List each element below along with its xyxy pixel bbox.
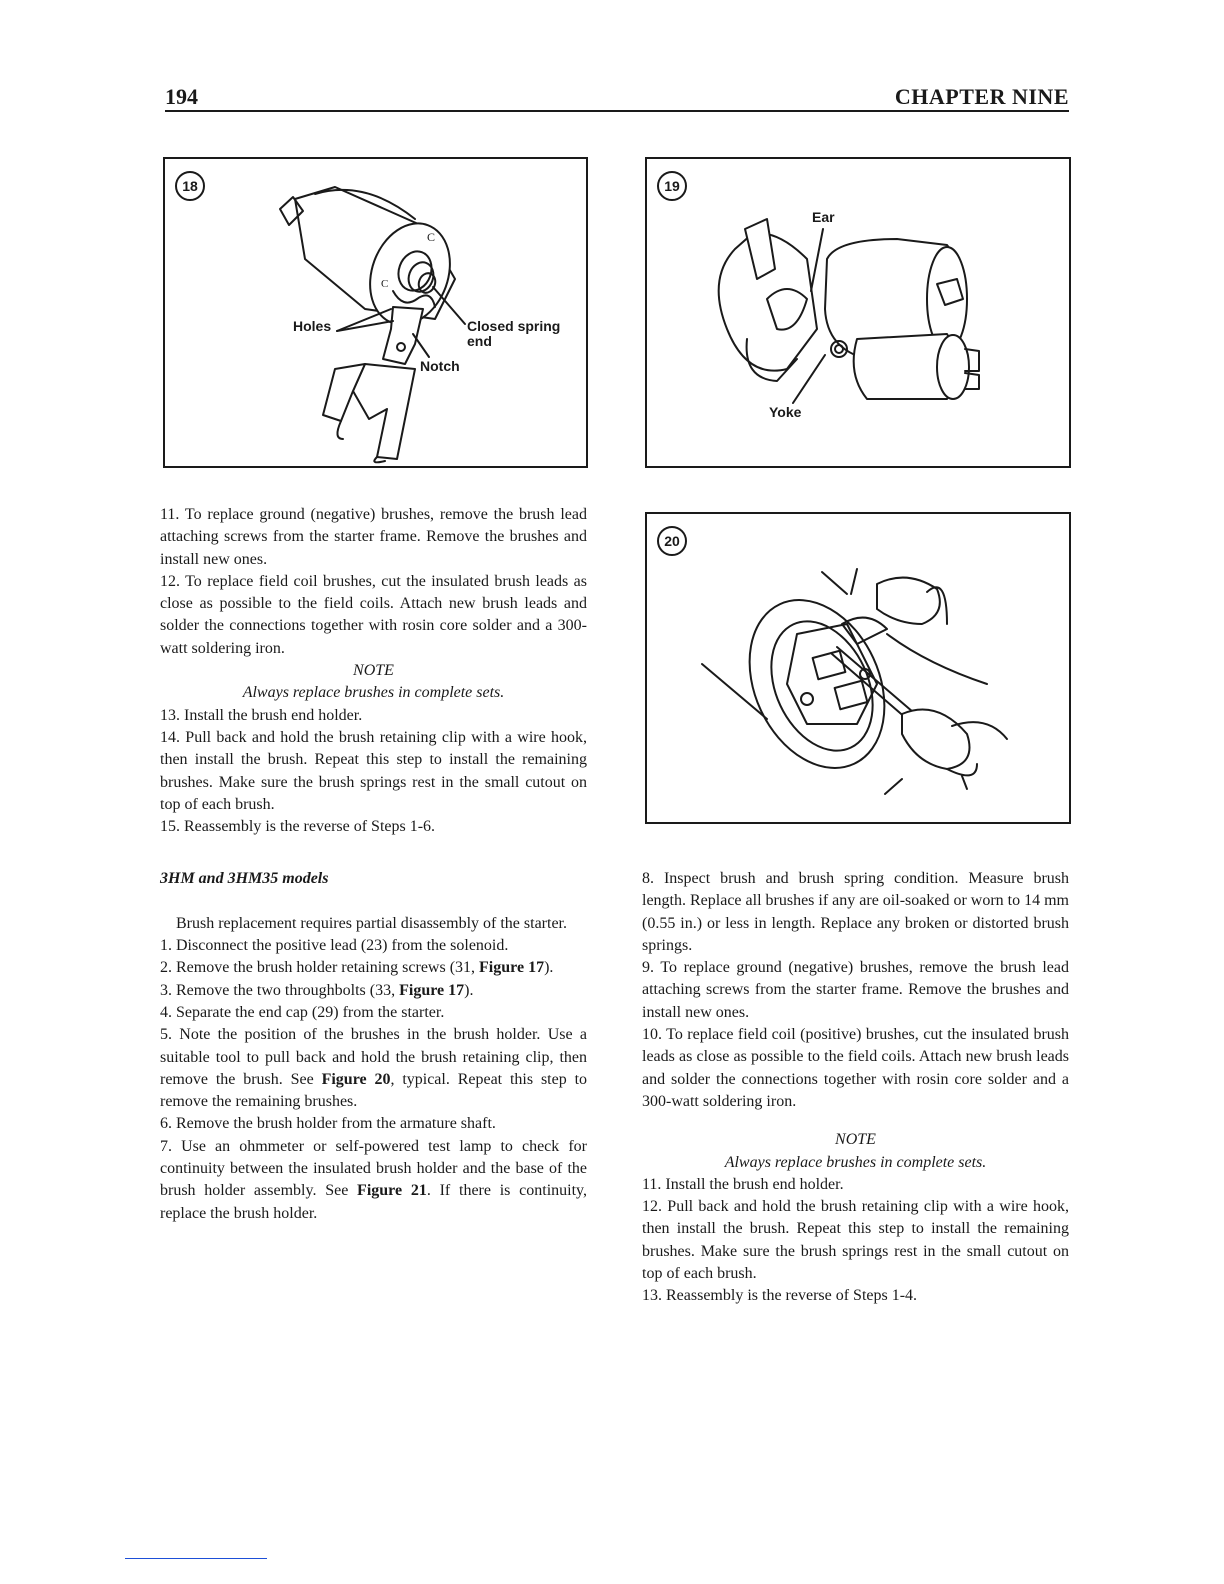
label-closed-spring-line2: end (467, 333, 492, 349)
figure-ref-17b: Figure 17 (399, 981, 465, 999)
right-note-body: Always replace brushes in complete sets. (724, 1153, 987, 1171)
label-holes: Holes (293, 318, 332, 334)
right-step-11: 11. Install the brush end holder. (642, 1175, 844, 1193)
section-step-5-text: 5. Note the position of the brushes in the brush holder. Use a suitable tool to pull back and hold the brush retaining clip, then remove the brush. See (160, 1026, 587, 1088)
left-note-title: NOTE (353, 662, 394, 680)
figure-20-number: 20 (657, 526, 687, 556)
right-note-title: NOTE (835, 1131, 876, 1149)
figure-19-illustration (647, 159, 1069, 466)
figure-20-illustration (647, 514, 1069, 822)
label-closed-spring-line1: Closed spring (467, 318, 561, 334)
label-notch: Notch (420, 358, 460, 374)
section-step-5 (160, 1024, 587, 1113)
left-step-13: 13. Install the brush end holder. (160, 706, 363, 724)
section-step-6: 6. Remove the brush holder from the armature shaft. (160, 1115, 496, 1133)
section-step-3-text: 3. Remove the two throughbolts (33, (160, 981, 400, 999)
label-closed-spring (467, 319, 560, 349)
section-step-3 (160, 980, 587, 1002)
section-step-1: 1. Disconnect the positive lead (23) from the solenoid. (160, 937, 509, 955)
left-step-15: 15. Reassembly is the reverse of Steps 1-6. (160, 818, 436, 836)
page-header (165, 84, 1069, 112)
svg-text:C: C (427, 230, 436, 244)
left-note-body: Always replace brushes in complete sets. (242, 684, 505, 702)
svg-text:C: C (381, 278, 389, 290)
figure-19-number: 19 (657, 171, 687, 201)
figure-18-illustration (165, 159, 586, 466)
section-step-7-end: . If there is continuity, replace the brush holder. (160, 1182, 587, 1222)
right-step-10: 10. To replace field coil (positive) brushes, cut the insulated brush leads as close as possible to the field coils. Attach new brush leads and solder the connections together with rosin core solder and a 300-watt soldering iron. (642, 1026, 1069, 1110)
section-step-2-end: ). (544, 959, 554, 977)
section-step-4: 4. Separate the end cap (29) from the starter. (160, 1003, 445, 1021)
right-step-8: 8. Inspect brush and brush spring condition. Measure brush length. Replace all brushes if any are oil-soaked or worn to 14 mm (0.55 in.) or less in length. Replace any broken or distorted brush springs. (642, 870, 1069, 954)
figure-ref-21: Figure 21 (357, 1182, 427, 1200)
label-yoke: Yoke (769, 404, 802, 420)
label-ear: Ear (812, 209, 835, 225)
section-step-2-text: 2. Remove the brush holder retaining screws (31, (160, 959, 480, 977)
left-step-12: 12. To replace field coil brushes, cut the insulated brush leads as close as possible to the field coils. Attach new brush leads and solder the connections together with rosin core solder and a 300-watt soldering iron. (160, 572, 587, 657)
section-step-2 (160, 957, 587, 979)
right-step-12: 12. Pull back and hold the brush retaining clip with a wire hook, then install the brush. Repeat this step to install the remaining brushes. Make sure the brush springs rest in the small cutout on top of each brush. (642, 1198, 1069, 1283)
figure-19 (645, 157, 1071, 468)
chapter-title: CHAPTER NINE (894, 84, 1069, 109)
section-step-7 (160, 1136, 587, 1225)
section-step-5-end: , typical. Repeat this step to remove the remaining brushes. (160, 1070, 588, 1111)
right-step-13: 13. Reassembly is the reverse of Steps 1-4. (642, 1287, 918, 1305)
section-step-7-text: 7. Use an ohmmeter or self-powered test lamp to check for continuity between the insulated brush holder and the base of the brush holder assembly. See (160, 1137, 587, 1200)
figure-18 (163, 157, 588, 468)
left-column (160, 504, 587, 1225)
figure-ref-17a: Figure 17 (479, 959, 545, 977)
figure-ref-20: Figure 20 (321, 1070, 391, 1088)
page-number: 194 (165, 84, 198, 109)
footer-rule (125, 1558, 267, 1559)
left-step-11: 11. To replace ground (negative) brushes, remove the brush lead attaching screws from the starter frame. Remove the brushes and install new ones. (160, 506, 587, 568)
right-step-9: 9. To replace ground (negative) brushes, remove the brush lead attaching screws from the starter frame. Remove the brushes and install new ones. (642, 959, 1069, 1021)
section-subheading: 3HM and 3HM35 models (160, 870, 329, 888)
section-intro: Brush replacement requires partial disassembly of the starter. (176, 914, 567, 932)
figure-20 (645, 512, 1071, 824)
figure-18-number: 18 (175, 171, 205, 201)
section-step-3-end: ). (464, 981, 474, 999)
left-step-14: 14. Pull back and hold the brush retaining clip with a wire hook, then install the brush. Repeat this step to install the remaining brushes. Make sure the brush springs rest in the small cutout on top of each brush. (160, 728, 587, 813)
right-column (642, 868, 1069, 1308)
